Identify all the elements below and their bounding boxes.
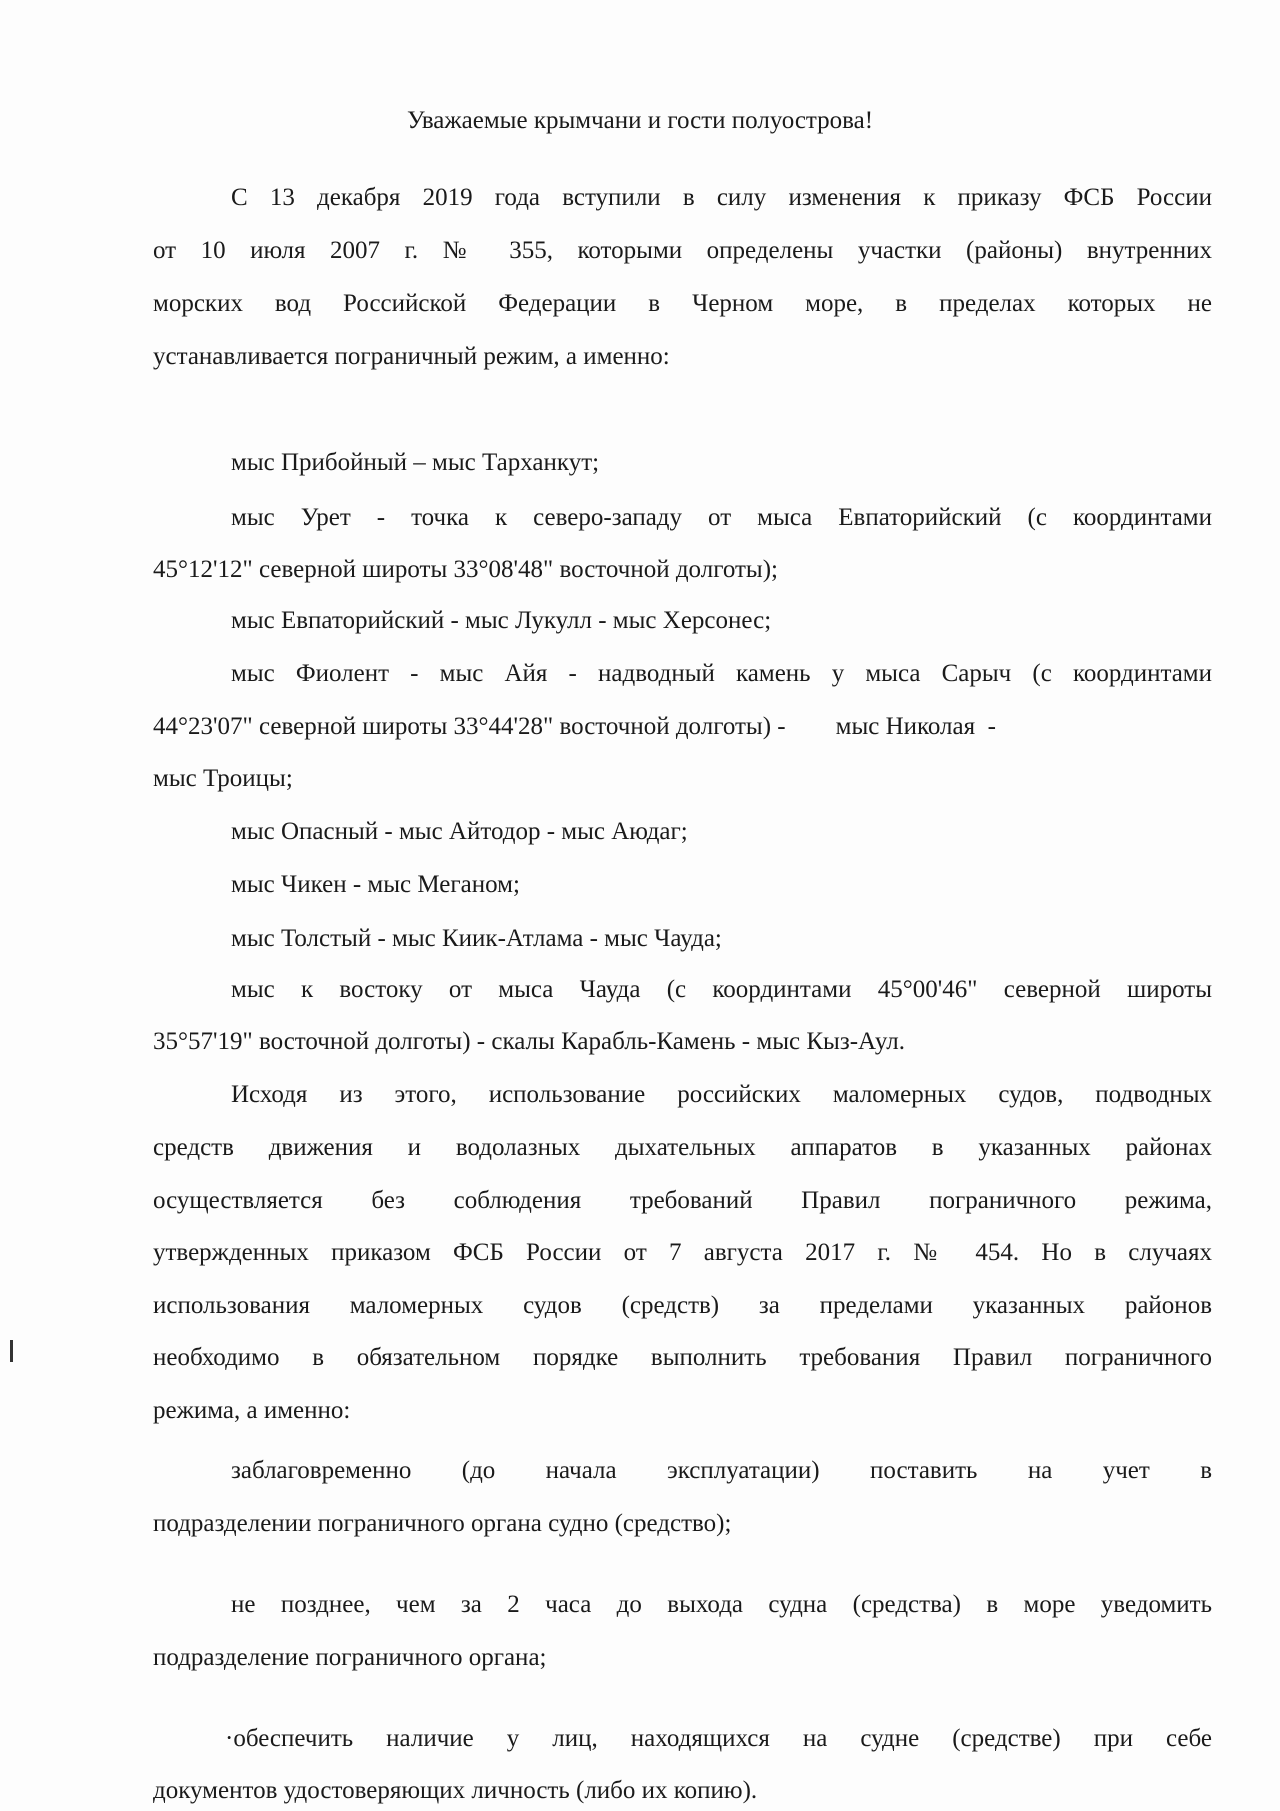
text-line: утвержденных приказом ФСБ России от 7 августа 2017 г. № 454. Но в случаях [153,1239,1212,1266]
text-line: С 13 декабря 2019 года вступили в силу изменения к приказу ФСБ России [231,184,1212,211]
text-line: средств движения и водолазных дыхательных аппаратов в указанных районах [153,1134,1212,1161]
text-line: документов удостоверяющих личность (либо их копию). [153,1777,758,1804]
text-line: осуществляется без соблюдения требований Правил пограничного режима, [153,1187,1212,1214]
text-line: режима, а именно: [153,1397,351,1424]
document-title: Уважаемые крымчани и гости полуострова! [406,107,874,134]
list-item: мыс Опасный - мыс Айтодор - мыс Аюдаг; [231,818,688,845]
list-item: мыс Фиолент - мыс Айя - надводный камень у мыса Сарыч (с координтами [231,660,1212,687]
text-line: Исходя из этого, использование российских маломерных судов, подводных [231,1081,1212,1108]
list-item: заблаговременно (до начала эксплуатации) поставить на учет в [231,1457,1212,1484]
list-item: мыс Евпаторийский - мыс Лукулл - мыс Херсонес; [231,607,772,634]
list-item: мыс Урет - точка к северо-западу от мыса Евпаторийский (с координтами [231,504,1212,531]
text-line: от 10 июля 2007 г. № 355, которыми определены участки (районы) внутренних [153,237,1212,264]
list-item: мыс Чикен - мыс Меганом; [231,871,520,898]
scan-artifact [10,1340,13,1362]
list-item: мыс Толстый - мыс Киик-Атлама - мыс Чауда; [231,925,722,952]
list-item: мыс Прибойный – мыс Тарханкут; [231,449,600,476]
text-line: подразделении пограничного органа судно (средство); [153,1510,732,1537]
text-line: использования маломерных судов (средств) за пределами указанных районов [153,1292,1212,1319]
text-line: 35°57'19" восточной долготы) - скалы Карабль-Камень - мыс Кыз-Аул. [153,1028,905,1055]
list-item: мыс к востоку от мыса Чауда (с координтами 45°00'46" северной широты [231,976,1212,1003]
list-item: ·обеспечить наличие у лиц, находящихся на судне (средстве) при себе [225,1725,1212,1752]
text-line: необходимо в обязательном порядке выполнить требования Правил пограничного [153,1344,1212,1371]
text-line: 45°12'12" северной широты 33°08'48" восточной долготы); [153,556,778,583]
text-line: мыс Троицы; [153,765,293,792]
text-line: морских вод Российской Федерации в Черном море, в пределах которых не [153,290,1212,317]
list-item: не позднее, чем за 2 часа до выхода судна (средства) в море уведомить [231,1591,1212,1618]
text-line: 44°23'07" северной широты 33°44'28" восточной долготы) - мыс Николая - [153,713,996,740]
text-line: устанавливается пограничный режим, а именно: [153,343,670,370]
text-line: подразделение пограничного органа; [153,1644,547,1671]
